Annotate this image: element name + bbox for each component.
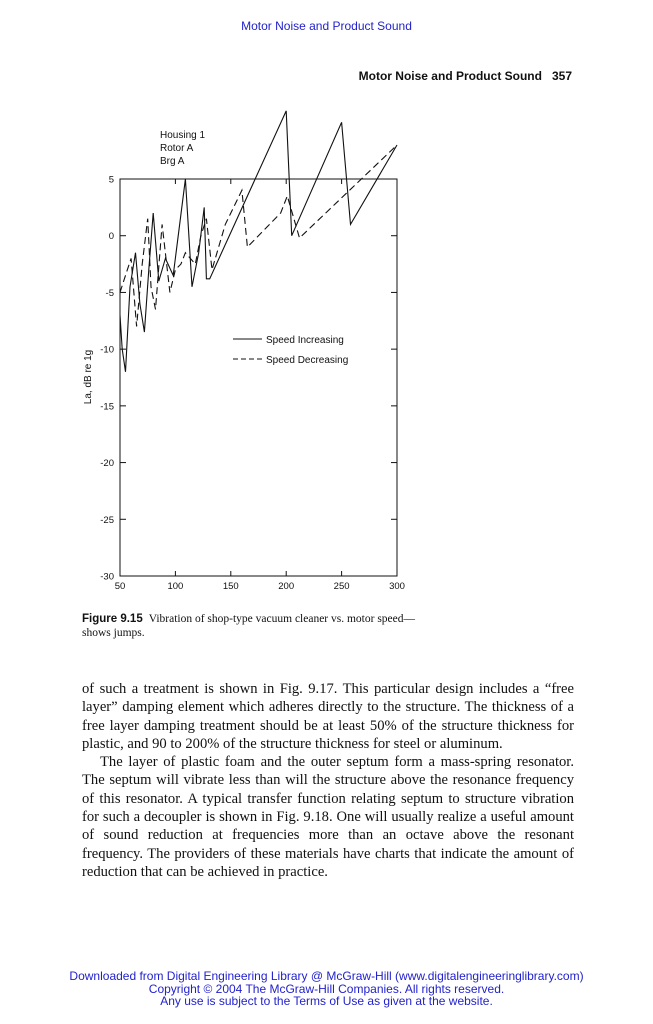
paragraph: The layer of plastic foam and the outer septum form a mass-spring resonator. The septum will vibrate less than will the structure above the resonance frequency of this resonator. A typical transfer function relating septum to structure vibration for such a decoupler is shown in Fig. 9.18. One will usually realize a useful amount of sound reduction at frequencies more than an octave above the resonant frequency. The providers of these materials have charts that indicate the amount of reduction that can be achieved in practice. xyxy=(82,754,574,880)
y-tick-label: 0 xyxy=(108,231,114,243)
annotation-rotor: Rotor A xyxy=(160,143,194,154)
x-tick-label: 150 xyxy=(222,581,239,592)
download-footer xyxy=(0,970,653,1008)
annotation-bearing: Brg A xyxy=(160,156,185,167)
footer-copyright-line: Copyright © 2004 The McGraw-Hill Companies. All rights reserved. xyxy=(148,981,505,996)
body-text xyxy=(82,680,574,881)
figure-caption-text: Vibration of shop-type vacuum cleaner vs. motor speed—shows jumps. xyxy=(82,613,416,639)
x-tick-label: 200 xyxy=(278,581,295,592)
y-tick-label: 5 xyxy=(108,174,114,186)
page-number: 357 xyxy=(551,69,572,83)
y-tick-label: -25 xyxy=(100,514,114,526)
y-tick-label: -5 xyxy=(105,287,114,299)
x-tick-label: 100 xyxy=(167,581,184,592)
y-tick-label: -15 xyxy=(100,401,114,413)
x-tick-label: 300 xyxy=(389,581,405,592)
figure-label: Figure 9.15 xyxy=(82,613,143,625)
y-tick-label: -20 xyxy=(100,458,114,470)
footer-source-line[interactable]: Downloaded from Digital Engineering Library @ McGraw-Hill (www.digitalengineeringlibrary.com) xyxy=(69,969,584,983)
plot-annotations xyxy=(83,130,205,404)
chart-legend xyxy=(233,335,348,366)
paragraph: of such a treatment is shown in Fig. 9.17. This particular design includes a “free layer” damping element which adheres directly to the structure. The thickness of a free layer damping treatment should be at least 50% of the structure thickness for plastic, and 90 to 200% of the structure thickness for steel or aluminum. xyxy=(82,681,574,752)
source-title: Motor Noise and Product Sound xyxy=(241,19,412,33)
legend-label-speed-increasing: Speed Increasing xyxy=(266,335,344,346)
footer-terms-line[interactable]: Any use is subject to the Terms of Use as given at the website. xyxy=(160,994,493,1008)
y-tick-label: -10 xyxy=(100,344,114,356)
figure-caption xyxy=(82,612,422,640)
legend-label-speed-decreasing: Speed Decreasing xyxy=(266,355,349,366)
running-title: Motor Noise and Product Sound xyxy=(358,69,542,83)
x-tick-label: 50 xyxy=(114,581,126,592)
figure-chart xyxy=(0,100,653,600)
x-tick-label: 250 xyxy=(333,581,350,592)
y-axis-label: La, dB re 1g xyxy=(83,349,94,405)
y-tick-label: -30 xyxy=(100,571,114,583)
annotation-housing: Housing 1 xyxy=(160,130,206,141)
running-head xyxy=(359,69,572,83)
